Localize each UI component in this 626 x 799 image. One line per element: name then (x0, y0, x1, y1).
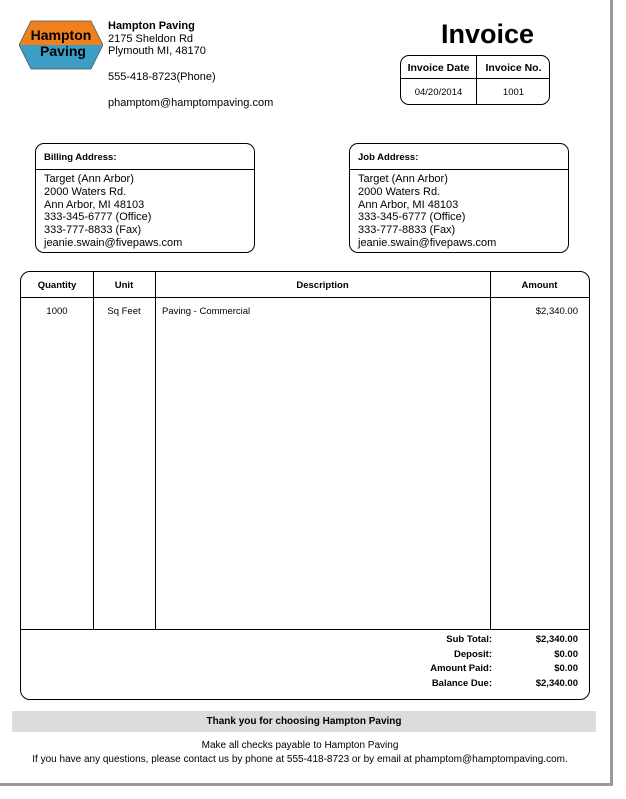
billing-address-box (35, 143, 255, 253)
row-description: Paving - Commercial (162, 306, 251, 317)
total-row-subtotal (372, 634, 578, 649)
invoice-title: Invoice (441, 19, 535, 49)
billing-line: Ann Arbor, MI 48103 (44, 198, 145, 211)
total-row-amount-paid (372, 663, 578, 678)
billing-line: jeanie.swain@fivepaws.com (44, 236, 183, 249)
job-line: jeanie.swain@fivepaws.com (358, 236, 497, 249)
job-line: Ann Arbor, MI 48103 (358, 198, 459, 211)
company-info (108, 20, 273, 110)
total-row-balance-due (372, 678, 578, 693)
job-line: 333-777-8833 (Fax) (358, 224, 456, 237)
row-unit: Sq Feet (107, 306, 141, 317)
company-city: Plymouth MI, 48170 (108, 45, 206, 57)
billing-line: 333-777-8833 (Fax) (44, 224, 142, 237)
amount-paid-label: Amount Paid: (430, 663, 492, 675)
balance-due-value: $2,340.00 (535, 677, 578, 689)
invoice-number-value: 1001 (502, 87, 525, 98)
col-header-description: Description (296, 280, 349, 291)
col-header-unit: Unit (114, 280, 134, 291)
footer-contact-note: If you have any questions, please contact us by phone at 555-418-8723 or by email at phamptom@hamptompaving.com. (32, 754, 568, 765)
invoice-date-label: Invoice Date (407, 62, 470, 74)
col-header-amount: Amount (521, 280, 558, 291)
total-row-deposit (372, 649, 578, 664)
job-line: 2000 Waters Rd. (358, 185, 441, 198)
row-amount: $2,340.00 (535, 306, 578, 317)
logo-line-2: Paving (40, 43, 86, 59)
company-name: Hampton Paving (108, 20, 195, 32)
logo-line-1: Hampton (30, 27, 92, 43)
thank-you-banner: Thank you for choosing Hampton Paving (12, 711, 596, 732)
company-logo (19, 20, 103, 70)
company-email: phamptom@hamptompaving.com (108, 97, 274, 109)
deposit-value: $0.00 (554, 648, 578, 660)
deposit-label: Deposit: (454, 648, 492, 660)
subtotal-value: $2,340.00 (535, 634, 578, 645)
line-items-table (20, 271, 590, 700)
totals-block (372, 634, 578, 692)
job-line: Target (Ann Arbor) (358, 173, 448, 185)
company-phone: 555-418-8723(Phone) (108, 70, 216, 83)
billing-address-heading: Billing Address: (44, 152, 117, 163)
amount-paid-value: $0.00 (554, 663, 578, 675)
footer-checks-note: Make all checks payable to Hampton Paving (201, 740, 399, 751)
job-line: 333-345-6777 (Office) (358, 211, 466, 224)
billing-line: 333-345-6777 (Office) (44, 211, 152, 224)
invoice-meta-box (400, 55, 550, 105)
subtotal-label: Sub Total: (446, 634, 492, 645)
invoice-date-value: 04/20/2014 (414, 87, 463, 98)
job-address-box (349, 143, 569, 253)
row-quantity: 1000 (46, 306, 68, 317)
company-street: 2175 Sheldon Rd (108, 32, 194, 45)
col-header-quantity: Quantity (37, 280, 77, 291)
balance-due-label: Balance Due: (431, 677, 492, 689)
invoice-number-label: Invoice No. (485, 62, 542, 74)
billing-line: Target (Ann Arbor) (44, 173, 134, 185)
job-address-heading: Job Address: (358, 152, 419, 163)
billing-line: 2000 Waters Rd. (44, 185, 127, 198)
